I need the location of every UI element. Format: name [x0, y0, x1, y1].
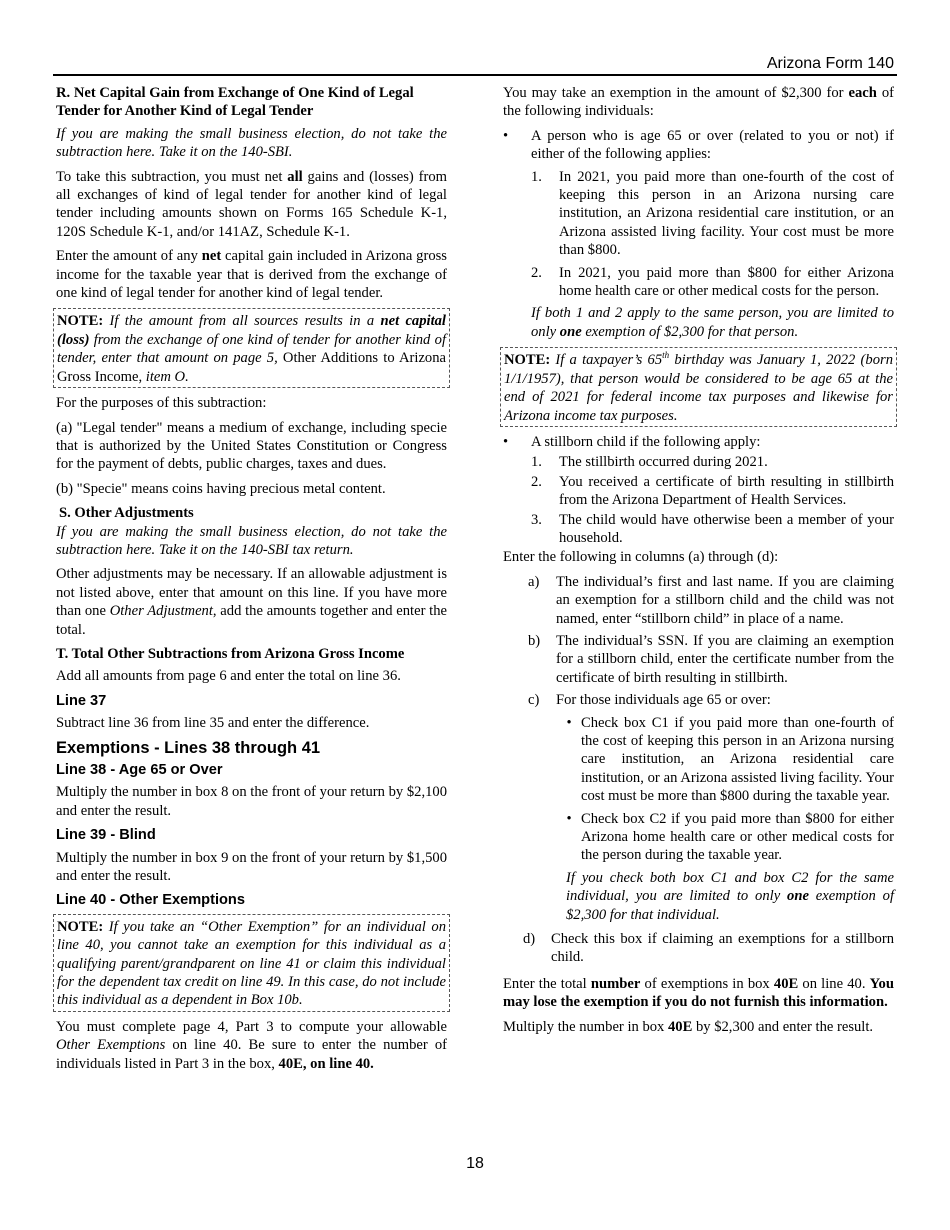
header-rule: [53, 74, 897, 76]
section-r-purposes: For the purposes of this subtraction:: [56, 395, 267, 412]
line-37-heading: Line 37: [56, 692, 107, 709]
bullet-stillborn: • A stillborn child if the following apply:: [503, 433, 761, 450]
bullet-icon: •: [566, 714, 572, 731]
bullet-age-65: • A person who is age 65 or over (related to you or not) if either of the following applies:: [503, 127, 894, 163]
column-b-item: b) The individual’s SSN. If you are claiming an exemption for a stillborn child, enter the certificate number from the certificate of birth resulting in stillbirth.: [528, 632, 894, 686]
section-r-italic-note: If you are making the small business election, do not take the subtraction here. Take it on the 140-SBI.: [56, 125, 447, 161]
line-39-text: Multiply the number in box 9 on the front of your return by $1,500 and enter the result.: [56, 849, 447, 885]
section-r-item-a: (a) "Legal tender" means a medium of exchange, including specie that is authorized by the United States Constitution or Congress for the payment of debts, public charges, taxes and dues.: [56, 419, 447, 473]
form-title: Arizona Form 140: [766, 55, 894, 72]
section-r-title: R. Net Capital Gain from Exchange of One Kind of Legal Tender for Another Kind of Legal Tender: [56, 85, 414, 120]
columns-intro: Enter the following in columns (a) through (d):: [503, 549, 779, 566]
birthday-note-box: NOTE: If a taxpayer’s 65th birthday was January 1, 2022 (born 1/1/1957), that person would be considered to be age 65 at the end of 2021 for federal income tax purposes and likewise for Arizona income tax purposes.: [500, 347, 897, 427]
column-c-bullet-1: • Check box C1 if you paid more than one-fourth of the cost of keeping this person in an Arizona nursing care institution, an Arizona residential care institution, or an Arizona assisted living facility. Your cost must be more than $800 during the taxable year.: [557, 714, 894, 806]
section-r-paragraph-2: Enter the amount of any net capital gain included in Arizona gross income for the taxable year that is derived from the exchange of one kind of legal tender for another kind of legal tender.: [56, 248, 447, 302]
column-a-item: a) The individual’s first and last name. If you are claiming an exemption for a stillborn child and the child was not named, enter “stillborn child” in place of a name.: [528, 573, 894, 627]
stillborn-item-2: 2. You received a certificate of birth resulting in stillbirth from the Arizona Department of Health Services.: [531, 473, 894, 509]
page-number: 18: [466, 1155, 484, 1172]
section-s-italic-note: If you are making the small business election, do not take the subtraction here. Take it on the 140-SBI tax return.: [56, 523, 447, 558]
right-column: [503, 84, 894, 1042]
age-65-item-2: 2. In 2021, you paid more than $800 for either Arizona home health care or other medical costs for the person.: [531, 264, 894, 300]
bullet-icon: •: [503, 433, 509, 450]
bullet-icon: •: [566, 810, 572, 827]
section-t-title: T. Total Other Subtractions from Arizona Gross Income: [56, 645, 405, 662]
line-38-text: Multiply the number in box 8 on the front of your return by $2,100 and enter the result.: [56, 784, 447, 819]
stillborn-item-1: 1. The stillbirth occurred during 2021.: [531, 454, 768, 471]
section-s-title: S. Other Adjustments: [59, 505, 194, 522]
line-40-text: You must complete page 4, Part 3 to compute your allowable Other Exemptions on line 40. Be sure to enter the number of individuals listed in Part 3 in the box, 40E, on line 40.: [56, 1018, 447, 1072]
section-s-paragraph: Other adjustments may be necessary. If an allowable adjustment is not listed above, enter that amount on this line. If you have more than one Other Adjustment, add the amounts together and enter the total.: [56, 566, 448, 638]
line-38-heading: Line 38 - Age 65 or Over: [56, 762, 223, 778]
column-c-limit-note: If you check both box C1 and box C2 for the same individual, you are limited to only one exemption of $2,300 for that individual.: [566, 869, 894, 923]
stillborn-item-3: 3. The child would have otherwise been a member of your household.: [531, 511, 894, 546]
column-d-item: d) Check this box if claiming an exemptions for a stillborn child.: [523, 931, 894, 966]
bullet-icon: •: [503, 127, 509, 144]
exemption-intro: You may take an exemption in the amount of $2,300 for each of the following individuals:: [503, 85, 894, 120]
exemptions-heading: Exemptions - Lines 38 through 41: [56, 738, 321, 757]
section-t-paragraph: Add all amounts from page 6 and enter the total on line 36.: [56, 668, 401, 685]
column-c-bullet-2: • Check box C2 if you paid more than $800 for either Arizona home health care or other medical costs for the person during the taxable year.: [557, 810, 894, 865]
line-40-heading: Line 40 - Other Exemptions: [56, 892, 245, 909]
total-exemptions-paragraph: Enter the total number of exemptions in box 40E on line 40. You may lose the exemption if you do not furnish this information.: [503, 975, 894, 1011]
column-c-item: c) For those individuals age 65 or over:: [528, 692, 771, 709]
section-r-paragraph-1: To take this subtraction, you must net all gains and (losses) from all exchanges of kind of legal tender for another kind of legal tender including amounts shown on Forms 165 Schedule K-1, 120S Schedule K-1, and/or 141AZ, Schedule K-1.: [56, 168, 447, 240]
section-r-item-b: (b) "Specie" means coins having precious metal content.: [56, 480, 386, 497]
age-65-item-1: 1. In 2021, you paid more than one-fourth of the cost of keeping this person in an Arizona nursing care institution, an Arizona residential care institution, or an Arizona assisted living facility. Your cost must be more than $800.: [531, 168, 894, 259]
left-column: [56, 84, 447, 1079]
line-39-heading: Line 39 - Blind: [56, 827, 156, 844]
line-40-note-box: NOTE: If you take an “Other Exemption” for an individual on line 40, you cannot take an exemption for this individual as a qualifying parent/grandparent on line 41 or claim this individual for the dependent tax credit on line 49. In this case, do not include this individual as a dependent in Box 10b.: [53, 914, 450, 1012]
section-r-note-box: NOTE: If the amount from all sources results in a net capital (loss) from the exchange of one kind of tender for another kind of tender, enter that amount on page 5, Other Additions to Arizona Gross Income, item O.: [53, 308, 450, 388]
age-65-limit-note: If both 1 and 2 apply to the same person, you are limited to only one exemption of $2,300 for that person.: [531, 305, 894, 340]
line-37-text: Subtract line 36 from line 35 and enter the difference.: [56, 715, 370, 732]
multiply-paragraph: Multiply the number in box 40E by $2,300 and enter the result.: [503, 1018, 874, 1035]
